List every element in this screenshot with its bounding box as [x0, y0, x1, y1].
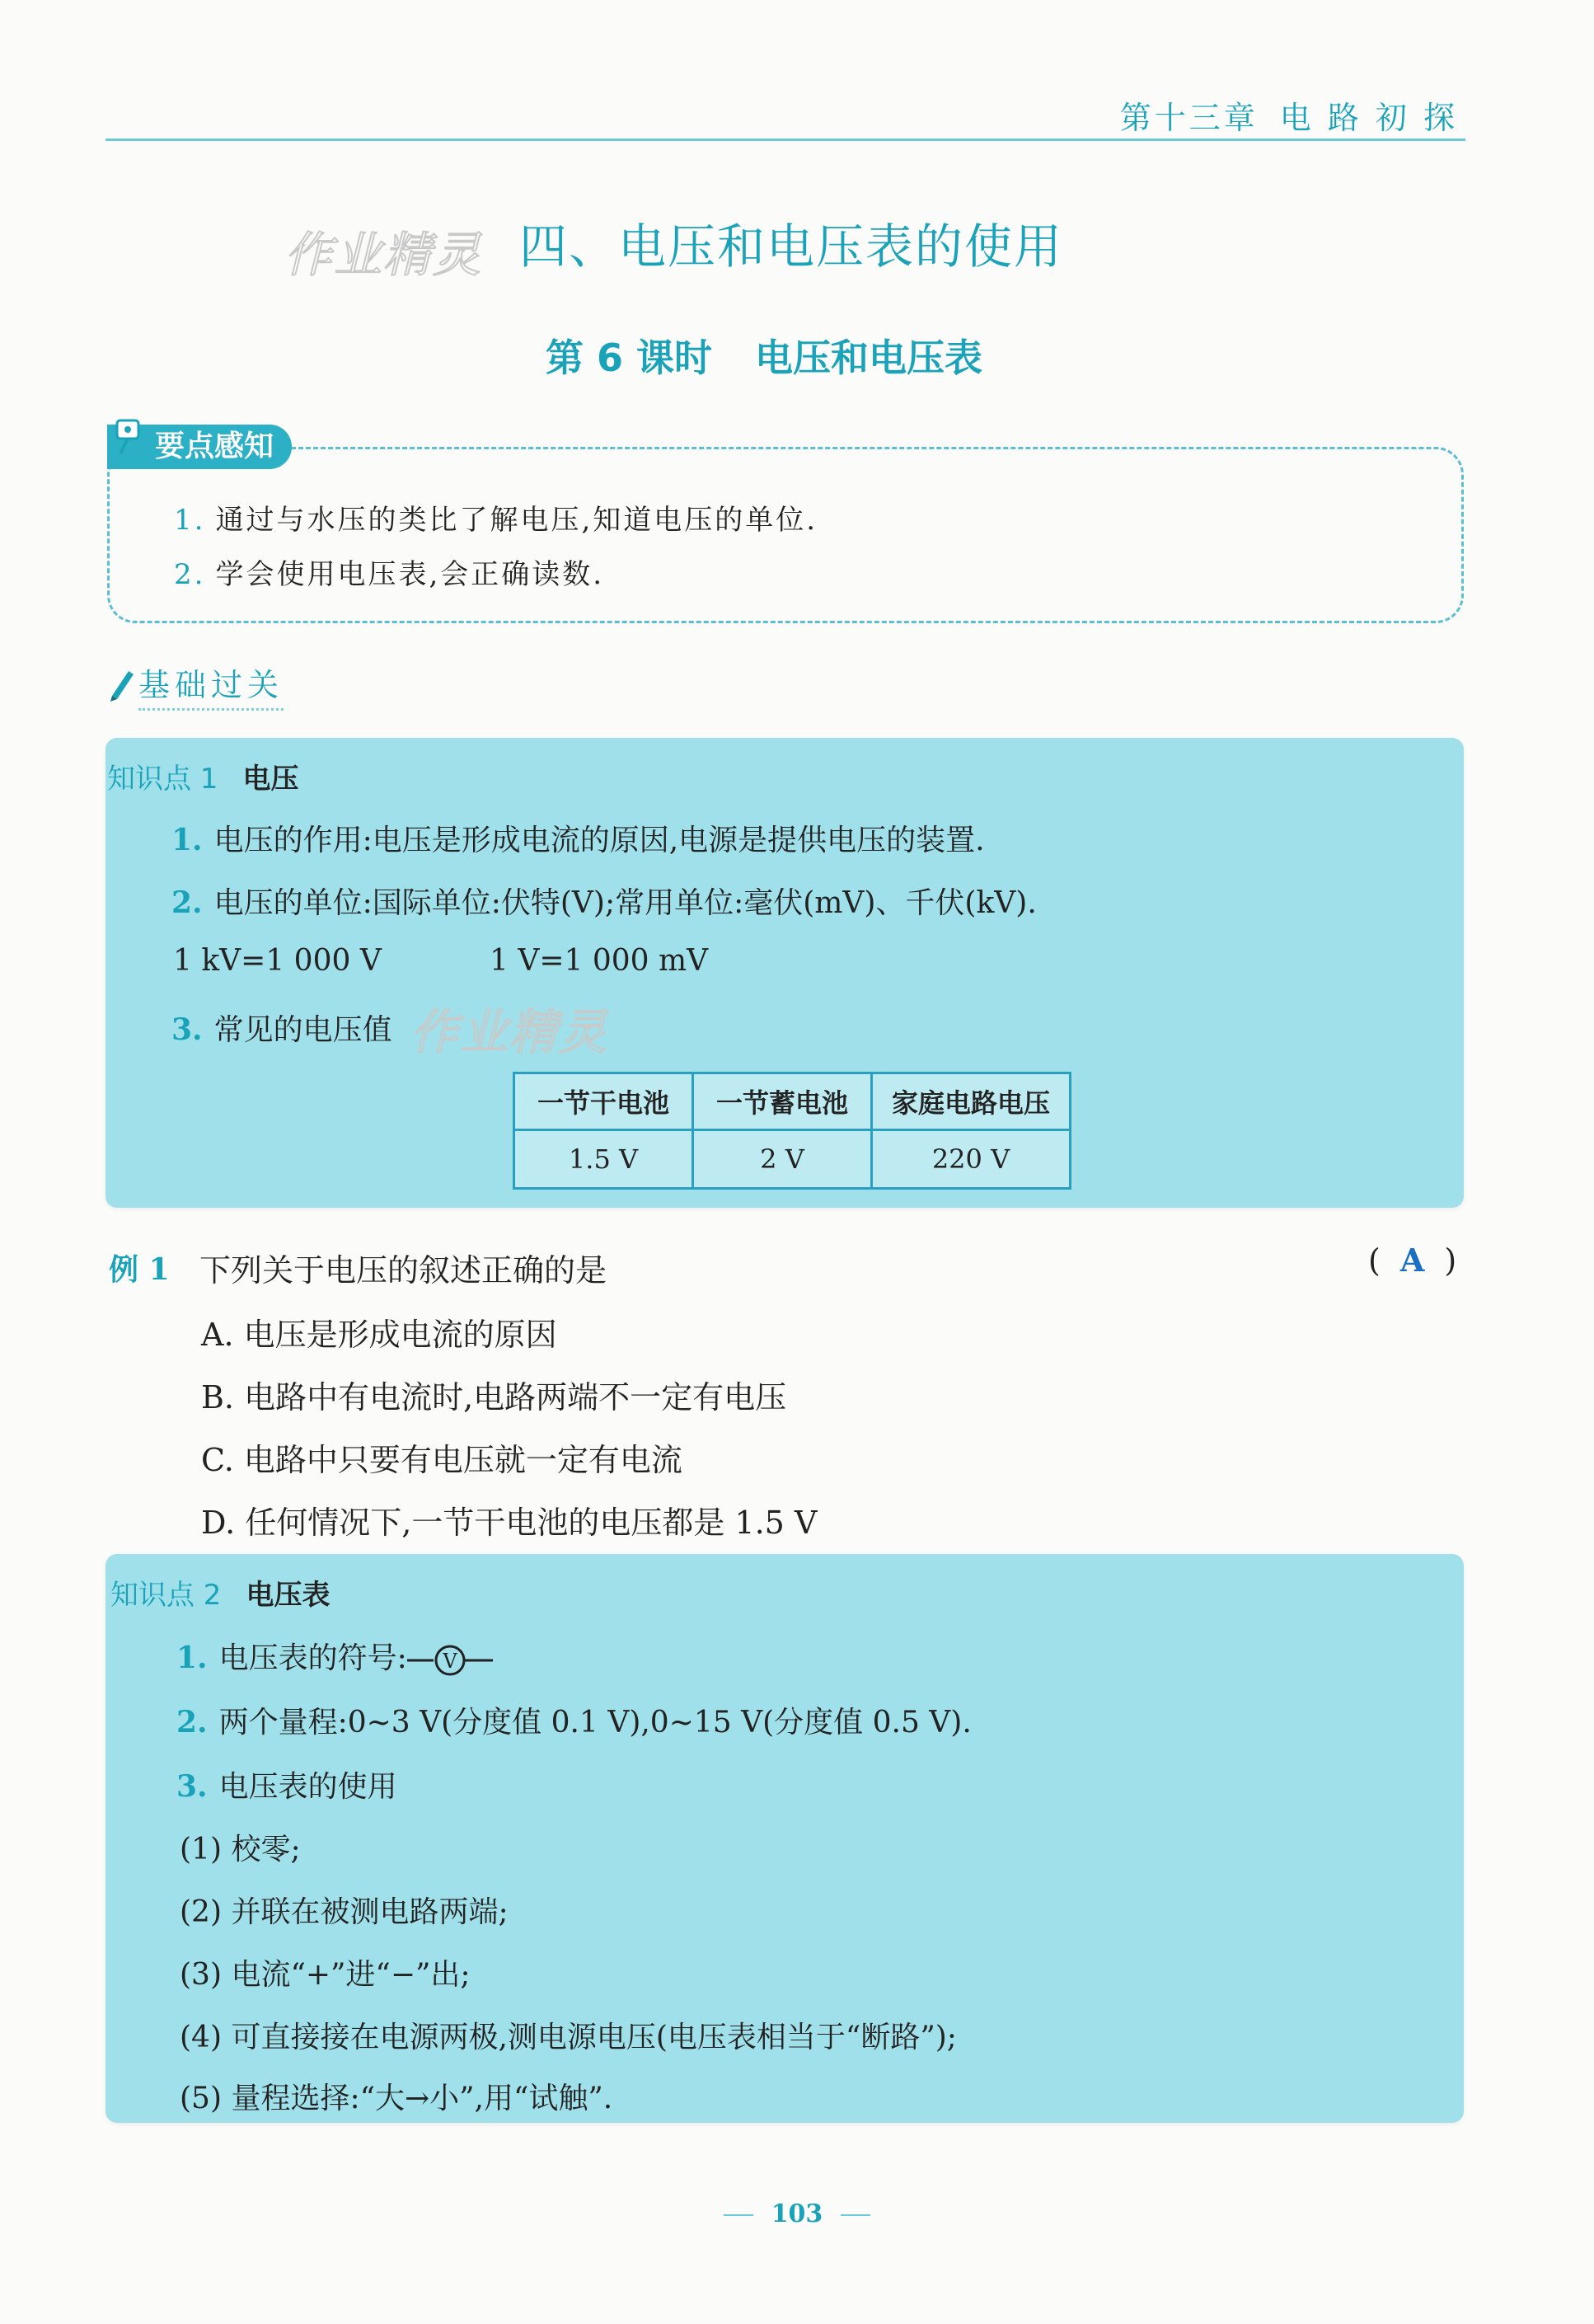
unit-conversion-kv: 1 kV=1 000 V — [173, 944, 382, 978]
chapter-header — [1120, 92, 1458, 138]
watermark: 作业精灵 — [410, 1004, 609, 1060]
lesson-number: 第 6 课时 — [546, 336, 713, 380]
option-c: C. 电路中只要有电压就一定有电流 — [201, 1442, 682, 1478]
usage-step: (1) 校零; — [180, 1833, 301, 1866]
key-point-item: 2. 学会使用电压表,会正确读数. — [174, 558, 605, 591]
knowledge-point-2-panel — [105, 1554, 1464, 2123]
knowledge-line: 2. 电压的单位:国际单位:伏特(V);常用单位:毫伏(mV)、千伏(kV). — [171, 885, 1037, 920]
table-header-cell: 一节蓄电池 — [693, 1073, 872, 1130]
usage-step: (2) 并联在被测电路两端; — [180, 1895, 509, 1929]
usage-step: (3) 电流“+”进“−”出; — [180, 1958, 471, 1992]
knowledge-line: 3. 常见的电压值 — [171, 1012, 392, 1047]
lesson-title — [546, 328, 982, 383]
table-cell: 1.5 V — [514, 1130, 693, 1189]
section-title: 四、电压和电压表的使用 — [519, 218, 1064, 275]
knowledge-line: 1. 电压的作用:电压是形成电流的原因,电源是提供电压的装置. — [171, 823, 985, 857]
chapter-number: 第十三章 — [1119, 100, 1259, 136]
answer-bracket: ( A ) — [1368, 1242, 1457, 1279]
voltage-table — [513, 1072, 1071, 1190]
option-b: B. 电路中有电流时,电路两端不一定有电压 — [201, 1379, 787, 1416]
knowledge-line: 2. 两个量程:0~3 V(分度值 0.1 V),0~15 V(分度值 0.5 V). — [176, 1705, 972, 1739]
key-point-item: 1. 通过与水压的类比了解电压,知道电压的单位. — [174, 504, 818, 537]
table-header-cell: 家庭电路电压 — [872, 1073, 1071, 1130]
key-points-badge: 要点感知 — [107, 425, 292, 469]
knowledge-point-title: 知识点 2 电压表 — [110, 1579, 331, 1612]
knowledge-line: 1. 电压表的符号: V — [176, 1635, 498, 1677]
example-question: 下列关于电压的叙述正确的是 — [199, 1252, 607, 1289]
table-row — [514, 1130, 1071, 1189]
usage-step: (5) 量程选择:“大→小”,用“试触”. — [180, 2082, 613, 2115]
basics-heading: 基础过关 — [138, 660, 284, 711]
lesson-name: 电压和电压表 — [755, 336, 983, 380]
table-header-row — [514, 1073, 1071, 1130]
pencil-icon — [105, 666, 138, 702]
watermark: 作业精灵 — [284, 227, 483, 283]
chapter-title: 电 路 初 探 — [1279, 100, 1458, 136]
option-d: D. 任何情况下,一节干电池的电压都是 1.5 V — [201, 1505, 818, 1541]
table-header-cell: 一节干电池 — [514, 1073, 693, 1130]
answer-choice: A — [1399, 1242, 1425, 1279]
table-cell: 220 V — [872, 1130, 1071, 1189]
unit-conversion-mv: 1 V=1 000 mV — [490, 944, 709, 978]
table-cell: 2 V — [693, 1130, 872, 1189]
knowledge-point-title: 知识点 1 电压 — [107, 763, 299, 796]
example-label: 例 1 — [109, 1252, 170, 1287]
usage-step: (4) 可直接接在电源两极,测电源电压(电压表相当于“断路”); — [180, 2021, 957, 2054]
option-a: A. 电压是形成电流的原因 — [201, 1317, 557, 1353]
knowledge-line: 3. 电压表的使用 — [176, 1769, 397, 1804]
voltmeter-symbol-icon — [407, 1644, 498, 1677]
pushpin-icon — [107, 416, 150, 458]
header-divider — [105, 139, 1465, 141]
key-points-box — [107, 447, 1464, 623]
svg-text:V: V — [443, 1650, 457, 1673]
page-number: 103 — [0, 2200, 1594, 2228]
